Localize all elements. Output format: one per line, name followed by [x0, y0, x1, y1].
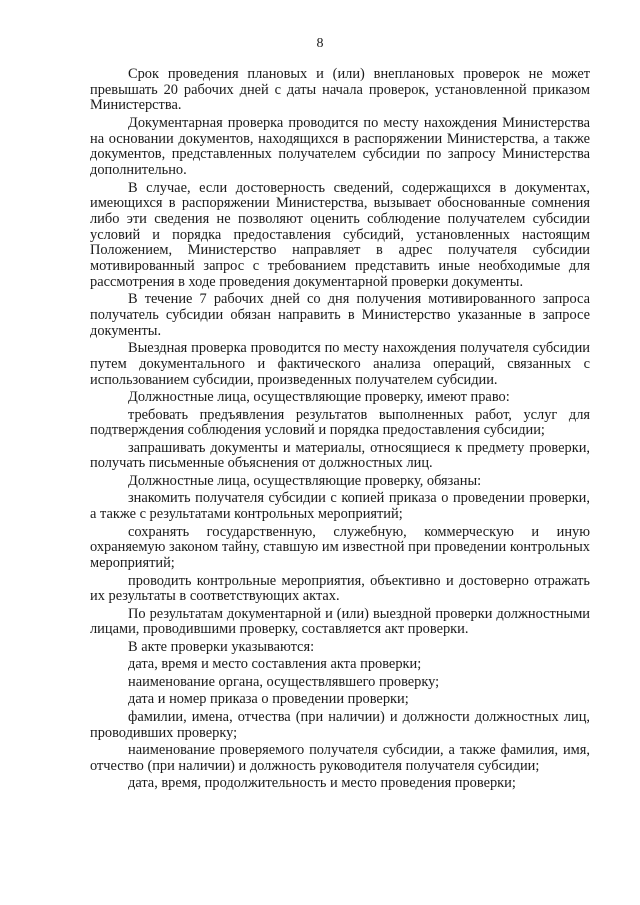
paragraph: Должностные лица, осуществляющие проверку, обязаны: [128, 472, 482, 489]
list-item: запрашивать документы и материалы, относящиеся к предмету проверки, получать письменные объяснения от должностных лиц. [90, 439, 590, 472]
document-body [90, 67, 590, 794]
page-number: 8 [316, 36, 324, 51]
paragraph: В течение 7 рабочих дней со дня получения мотивированного запроса получатель субсидии обязан направить в Министерство указанные в запросе документы. [90, 291, 590, 339]
paragraph: В акте проверки указываются: [128, 638, 315, 655]
list-item: наименование проверяемого получателя субсидии, а также фамилия, имя, отчество (при наличии) и должность руководителя получателя субсидии; [90, 742, 590, 774]
list-item: дата и номер приказа о проведении проверки; [128, 691, 409, 708]
list-item: проводить контрольные мероприятия, объективно и достоверно отражать их результаты в соответствующих актах. [90, 572, 590, 605]
paragraph: Должностные лица, осуществляющие проверку, имеют право: [128, 389, 510, 406]
list-item: дата, время и место составления акта проверки; [128, 656, 422, 673]
list-item: знакомить получателя субсидии с копией приказа о проведении проверки, а также с результатами контрольных мероприятий; [90, 490, 590, 523]
list-item: дата, время, продолжительность и место проведения проверки; [128, 775, 516, 792]
paragraph: По результатам документарной и (или) выездной проверки должностными лицами, проводившими проверку, составляется акт проверки. [90, 605, 590, 638]
paragraph: Срок проведения плановых и (или) внеплановых проверок не может превышать 20 рабочих дней с даты начала проверок, установленной приказом Министерства. [90, 66, 590, 114]
list-item: сохранять государственную, служебную, коммерческую и иную охраняемую законом тайну, ставшую им известной при проведении контрольных мероприятий; [90, 523, 590, 572]
paragraph: Документарная проверка проводится по месту нахождения Министерства на основании документов, находящихся в распоряжении Министерства, а также документов, представленных получателем субсидии по запросу Министерства дополнительно. [90, 114, 590, 179]
list-item: фамилии, имена, отчества (при наличии) и должности должностных лиц, проводивших проверку; [90, 708, 590, 741]
paragraph: Выездная проверка проводится по месту нахождения получателя субсидии путем документального и фактического анализа операций, связанных с использованием субсидии, произведенных получателем субсидии. [90, 340, 590, 388]
paragraph: В случае, если достоверность сведений, содержащихся в документах, имеющихся в распоряжении Министерства, вызывает обоснованные сомнения либо эти сведения не позволяют оценить соблюдение получателем субсидии условий и порядка предоставления субсидий, установленных настоящим Положением, Министерство направляет в адрес получателя субсидии мотивированный запрос с требованием представить иные необходимые для рассмотрения в ходе проведения документарной проверки документы. [90, 179, 590, 290]
list-item: наименование органа, осуществлявшего проверку; [128, 673, 440, 690]
list-item: требовать предъявления результатов выполненных работ, услуг для подтверждения соблюдения условий и порядка предоставления субсидии; [90, 406, 590, 439]
